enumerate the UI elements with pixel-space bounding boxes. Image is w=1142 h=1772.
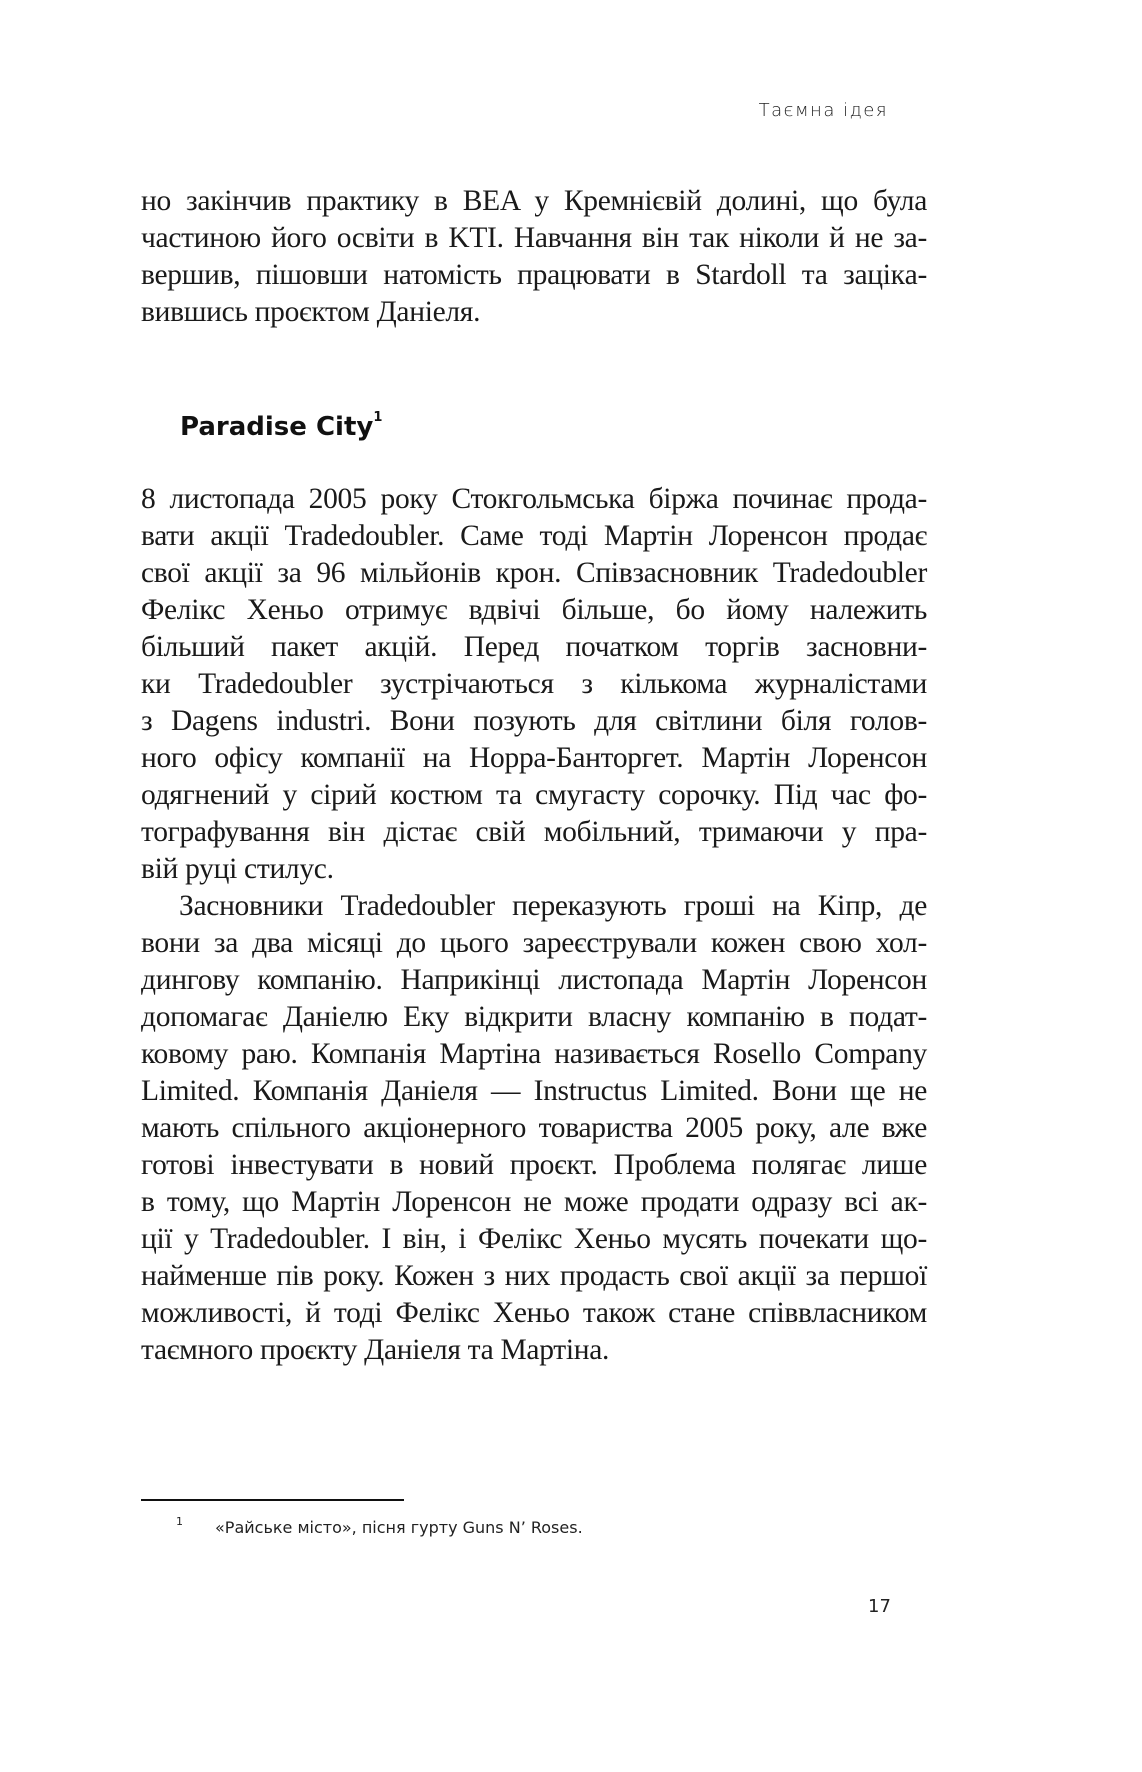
text-line: готові інвестувати в новий проєкт. Проблема полягає лише xyxy=(141,1149,927,1181)
text-line: найменше пів року. Кожен з них продасть свої акції за першої xyxy=(141,1260,927,1292)
text-line: ки Tradedoubler зустрічаються з кількома журналістами xyxy=(141,668,927,700)
text-line: ного офісу компанії на Норра-Банторгет. Мартін Лоренсон xyxy=(141,742,927,774)
text-line: одягнений у сірий костюм та смугасту сорочку. Під час фо- xyxy=(141,779,927,811)
text-line: мають спільного акціонерного товариства 2005 року, але вже xyxy=(141,1112,927,1144)
text-line: тографування він дістає свій мобільний, тримаючи у пра- xyxy=(141,816,927,848)
text-line: вати акції Tradedoubler. Саме тоді Мартін Лоренсон продає xyxy=(141,520,927,552)
text-line: Фелікс Хеньо отримує вдвічі більше, бо йому належить xyxy=(141,594,927,626)
text-line: допомагає Даніелю Еку відкрити власну компанію в подат- xyxy=(141,1001,927,1033)
text-line: в тому, що Мартін Лоренсон не може продати одразу всі ак- xyxy=(141,1186,927,1218)
text-line: 8 листопада 2005 року Стокгольмська біржа починає прода- xyxy=(141,483,927,515)
text-line: вившись проєктом Даніеля. xyxy=(141,296,481,328)
text-line: таємного проєкту Даніеля та Мартіна. xyxy=(141,1334,610,1366)
text-line: свої акції за 96 мільйонів крон. Співзасновник Tradedoubler xyxy=(141,557,927,589)
text-line: ції у Tradedoubler. І він, і Фелікс Хеньо мусять почекати що- xyxy=(141,1223,927,1255)
footnote-text: «Райське місто», пісня гурту Guns N’ Roses. xyxy=(215,1518,583,1537)
footnote-number: 1 xyxy=(176,1515,183,1528)
footnote-reference[interactable]: 1 xyxy=(373,410,383,425)
body-text xyxy=(141,481,927,1369)
text-line: більший пакет акцій. Перед початком торгів засновни- xyxy=(141,631,927,663)
continued-paragraph xyxy=(141,183,927,331)
text-line: Засновники Tradedoubler переказують гроші на Кіпр, де xyxy=(179,890,927,922)
text-line: вершив, пішовши натомість працювати в Stardoll та зацікa- xyxy=(141,259,927,291)
text-line: з Dagens industri. Вони позують для світлини біля голов- xyxy=(141,705,927,737)
text-line: можливості, й тоді Фелікс Хеньо також стане співвласником xyxy=(141,1297,927,1329)
text-line: вій руці стилус. xyxy=(141,853,334,885)
text-line: вони за два місяці до цього зареєстрували кожен свою хол- xyxy=(141,927,927,959)
page-number: 17 xyxy=(868,1596,891,1617)
text-line: Limited. Компанія Даніеля — Instructus Limited. Вони ще не xyxy=(141,1075,927,1107)
running-head: Таємна ідея xyxy=(758,100,888,121)
text-line: дингову компанію. Наприкінці листопада Мартін Лоренсон xyxy=(141,964,927,996)
text-line: частиною його освіти в KTI. Навчання він так ніколи й не за- xyxy=(141,222,927,254)
text-line: но закінчив практику в BEA у Кремнієвій долині, що була xyxy=(141,185,927,217)
text-line: ковому раю. Компанія Мартіна називається Rosello Company xyxy=(141,1038,927,1070)
section-heading-title: Paradise City xyxy=(180,412,374,442)
footnote-divider xyxy=(141,1499,404,1501)
section-heading xyxy=(180,412,382,442)
